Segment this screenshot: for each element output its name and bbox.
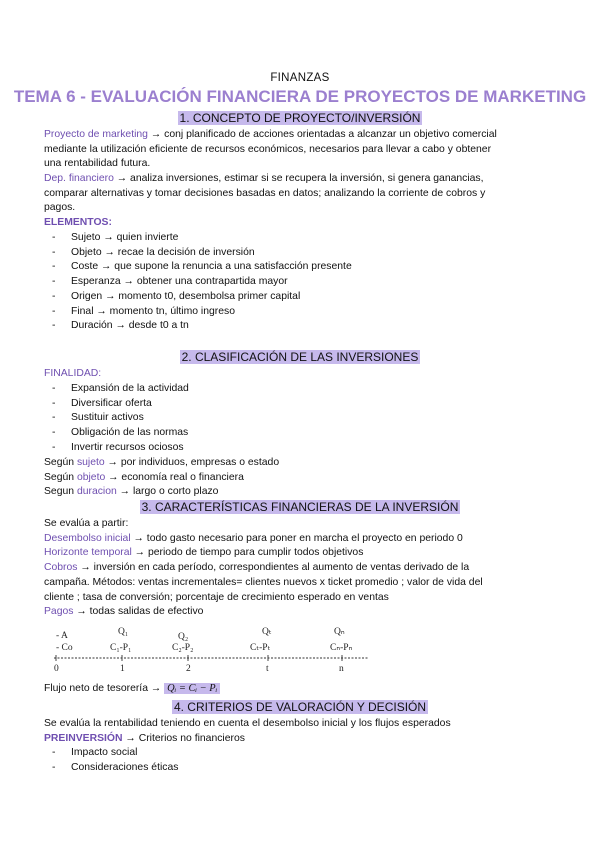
list-item: - Sujeto → quien invierte [52,231,352,246]
list-item: - Sustituir activos [52,411,189,426]
timeline-c2p2: C₂-P₂ [172,643,194,653]
keyword-cobros: Cobros [44,562,78,574]
keyword-pagos: Pagos [44,606,74,618]
section-1-heading: 1. CONCEPTO DE PROYECTO/INVERSIÓN [179,111,421,125]
timeline-label-co: - Co [56,643,73,653]
elements-label: ELEMENTOS: [44,217,112,228]
segun-sujeto: Según sujeto → por individuos, empresas o estado [44,457,280,468]
list-item: - Esperanza → obtener una contrapartida mayor [52,275,352,290]
timeline-tick-n: n [339,664,344,674]
timeline-cnpn: Cₙ-Pₙ [330,643,353,653]
timeline-q1: Q₁ [118,627,129,637]
section-1-paragraph-2: Dep. financiero → analiza inversiones, estimar si se recupera la inversión, si genera ganancias, comparar alternativas y tomar decisiones basadas en datos; analizando la corriente de cobros y pagos. [44,173,486,214]
timeline-q2: Q₂ [178,632,189,642]
list-item: - Invertir recursos ociosos [52,441,189,456]
timeline-tick-t: t [266,664,269,674]
list-item: - Expansión de la actividad [52,382,189,397]
list-item: - Consideraciones éticas [52,761,178,776]
finalidad-label: FINALIDAD: [44,368,102,379]
keyword-dep-financiero: Dep. financiero [44,173,114,184]
timeline-tick-1: 1 [120,664,125,674]
preinversion-list [52,746,178,775]
list-item: - Duración → desde t0 a tn [52,319,352,334]
list-item: - Coste → que supone la renuncia a una satisfacción presente [52,260,352,275]
list-item: - Impacto social [52,746,178,761]
timeline-qt: Qₜ [262,627,272,637]
section-4-heading: 4. CRITERIOS DE VALORACIÓN Y DECISIÓN [173,700,427,714]
keyword-proyecto-marketing: Proyecto de marketing [44,129,148,140]
segun-duracion: Segun duracion → largo o corto plazo [44,486,219,498]
section-3-body: Se evalúa a partir: Desembolso inicial → todo gasto necesario para poner en marcha el proyecto en periodo 0 Horizonte temporal → periodo de tiempo para cumplir todos objetivos Cobros → inversión en cada período, correspondientes al aumento de ventas derivado de la campaña. Métodos: ventas incrementales= clientes nuevos x ticket promedio ; valor de vida del cliente ; tasa de conversión; porcentaje de crecimiento esperado en ventas Pagos → todas salidas de efectivo [44,518,483,618]
cash-flow-timeline-diagram [42,622,372,678]
elements-list [52,231,352,334]
section-3-heading: 3. CARACTERÍSTICAS FINANCIERAS DE LA INVERSIÓN [141,500,459,514]
list-item: - Diversificar oferta [52,397,189,412]
segun-objeto: Según objeto → economía real o financiera [44,471,244,483]
classification-criteria [44,456,564,500]
keyword-horizonte-temporal: Horizonte temporal [44,547,132,559]
keyword-desembolso-inicial: Desembolso inicial [44,532,131,544]
finalidad-list [52,382,189,456]
timeline-tick-2: 2 [186,664,191,674]
section-2-heading: 2. CLASIFICACIÓN DE LAS INVERSIONES [181,350,419,364]
list-item: - Objeto → recae la decisión de inversión [52,246,352,261]
keyword-preinversion: PREINVERSIÓN [44,732,123,744]
timeline-qn: Qₙ [334,627,345,637]
list-item: - Final → momento tn, último ingreso [52,305,352,320]
flujo-neto-line: Flujo neto de tesorería → Qᵢ = Cᵢ − Pᵢ [44,682,564,697]
section-4-body: Se evalúa la rentabilidad teniendo en cuenta el desembolso inicial y los flujos esperados PREINVERSIÓN → Criterios no financieros [44,718,451,744]
timeline-label-a: - A [56,631,68,641]
list-item: - Obligación de las normas [52,426,189,441]
timeline-c1p1: C₁-P₁ [110,643,132,653]
timeline-ctpt: Cₜ-Pₜ [250,643,271,653]
subject-header: FINANZAS [270,72,330,84]
timeline-tick-0: 0 [54,664,59,674]
document-title: TEMA 6 - EVALUACIÓN FINANCIERA DE PROYECTOS DE MARKETING [13,87,587,106]
flujo-neto-formula: Qᵢ = Cᵢ − Pᵢ [164,683,220,694]
list-item: - Origen → momento t0, desembolsa primer capital [52,290,352,305]
section-1-paragraph-1: Proyecto de marketing → conj planificado de acciones orientadas a alcanzar un objetivo comercial mediante la utilización eficiente de recursos económicos, necesarios para llevar a cabo y obtener una rentabilidad futura. [44,129,497,170]
